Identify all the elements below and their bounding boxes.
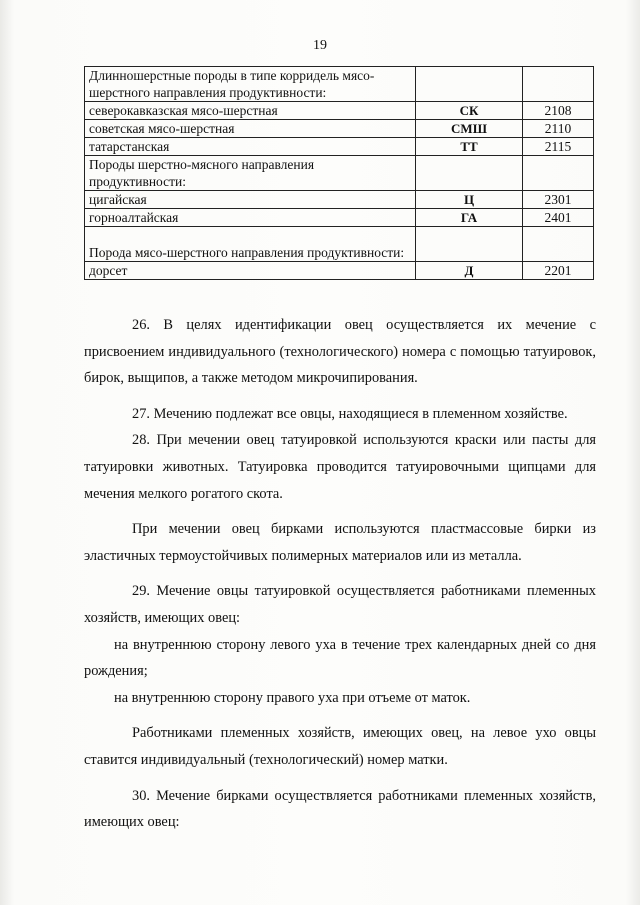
table-group-row [85, 156, 594, 191]
breed-name-cell: северокавказская мясо-шерстная [85, 102, 416, 120]
paragraph-30: 30. Мечение бирками осуществляется работниками племенных хозяйств, имеющих овец: [84, 787, 596, 831]
breed-code-cell: Д [416, 262, 523, 280]
table-group-row [85, 67, 594, 102]
breed-code-cell: ТТ [416, 138, 523, 156]
breed-name-cell: Длинношерстные породы в типе корридель мясо-шерстного направления продуктивности: [85, 67, 416, 102]
breed-code-cell [416, 156, 523, 191]
table-row [85, 138, 594, 156]
breed-number-cell [523, 67, 594, 102]
breed-name-cell: Породы шерстно-мясного направления продуктивности: [85, 156, 416, 191]
breeds-table [84, 66, 594, 280]
breed-code-cell: СМШ [416, 120, 523, 138]
breed-number-cell: 2108 [523, 102, 594, 120]
paragraph-27: 27. Мечению подлежат все овцы, находящиеся в племенном хозяйстве. [132, 405, 568, 422]
breed-code-cell [416, 67, 523, 102]
paragraph-left-ear: на внутреннюю сторону левого уха в течение трех календарных дней со дня рождения; [84, 636, 596, 680]
breed-code-cell: ГА [416, 209, 523, 227]
breed-code-cell: СК [416, 102, 523, 120]
table-row [85, 262, 594, 280]
breed-code-cell: Ц [416, 191, 523, 209]
breed-number-cell: 2201 [523, 262, 594, 280]
paragraph-right-ear: на внутреннюю сторону правого уха при отъеме от маток. [114, 689, 471, 706]
document-body [84, 312, 596, 836]
breed-number-cell: 2401 [523, 209, 594, 227]
table-row [85, 102, 594, 120]
paragraph-mother-number: Работниками племенных хозяйств, имеющих овец, на левое ухо овцы ставится индивидуальный (технологический) номер матки. [84, 725, 596, 768]
breed-code-cell [416, 227, 523, 262]
breed-name-cell: советская мясо-шерстная [85, 120, 416, 138]
paragraph-29: 29. Мечение овцы татуировкой осуществляется работниками племенных хозяйств, имеющих овец: [84, 583, 596, 626]
paragraph-tags: При мечении овец бирками используются пластмассовые бирки из эластичных термоустойчивых полимерных материалов или из металла. [84, 521, 596, 564]
breed-number-cell [523, 227, 594, 262]
paragraph-28: 28. При мечении овец татуировкой используются краски или пасты для татуировки животных. Татуировка проводится татуировочными щипцами для мечения мелкого рогатого скота. [84, 432, 596, 502]
breed-name-cell: татарстанская [85, 138, 416, 156]
breed-name-cell: дорсет [85, 262, 416, 280]
breed-number-cell: 2301 [523, 191, 594, 209]
breed-number-cell: 2110 [523, 120, 594, 138]
table-row [85, 120, 594, 138]
table-group-row [85, 227, 594, 262]
breed-number-cell: 2115 [523, 138, 594, 156]
breed-number-cell [523, 156, 594, 191]
breed-name-cell: цигайская [85, 191, 416, 209]
table-row [85, 209, 594, 227]
breed-name-cell: горноалтайская [85, 209, 416, 227]
paragraph-26: 26. В целях идентификации овец осуществляется их мечение с присвоением индивидуального (технологического) номера с помощью татуировок, бирок, выщипов, а также методом микрочипирования. [84, 317, 596, 387]
breed-name-cell: Порода мясо-шерстного направления продуктивности: [85, 227, 416, 262]
table-row [85, 191, 594, 209]
page-number: 19 [313, 38, 327, 53]
